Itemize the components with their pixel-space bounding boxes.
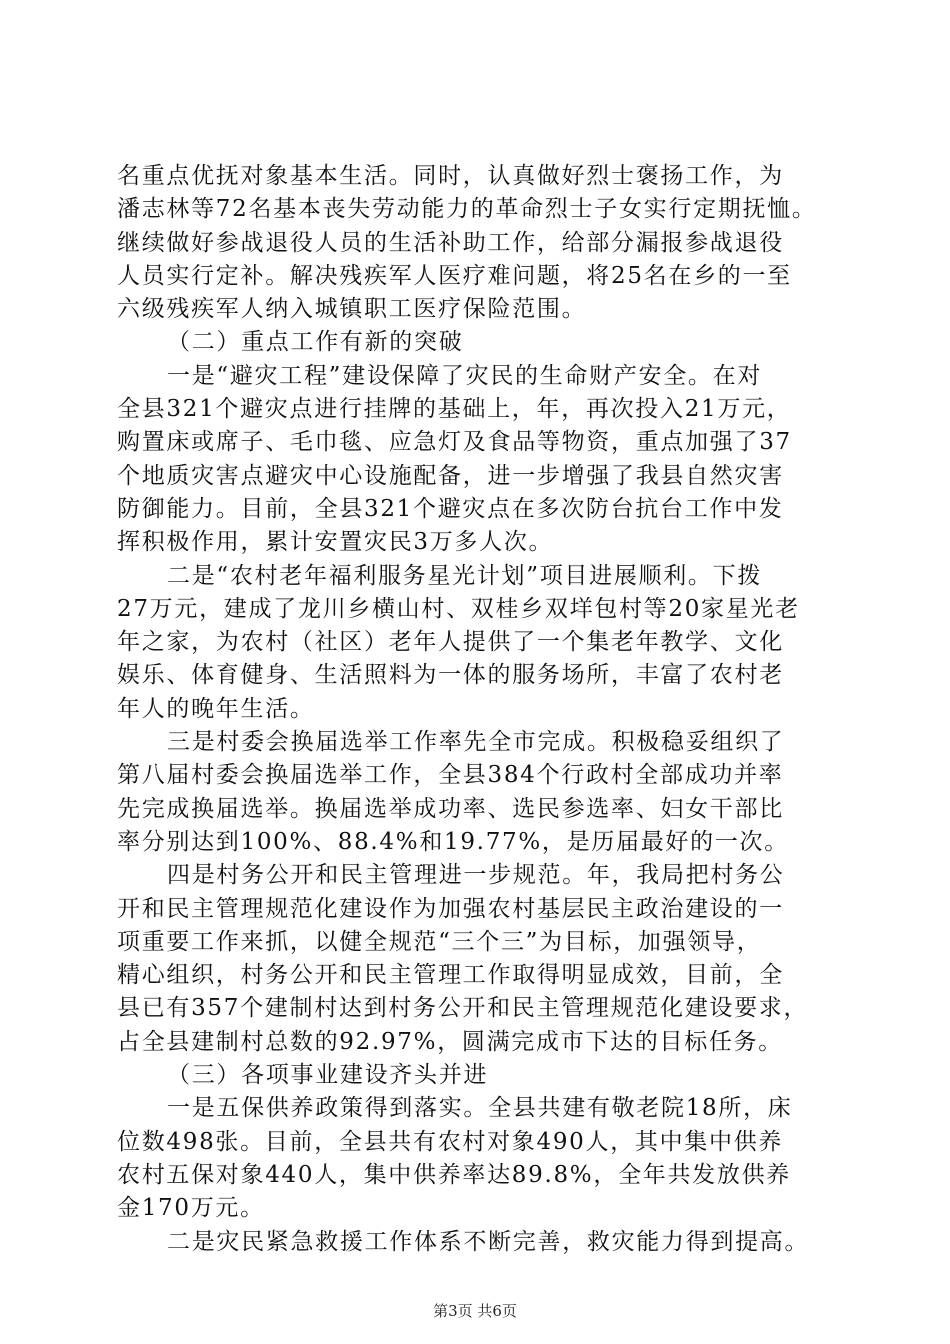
text-line: 占全县建制村总数的92.97%，圆满完成市下达的目标任务。 xyxy=(117,1028,783,1055)
text-line: 一是五保供养政策得到落实。全县共建有敬老院18所，床 xyxy=(167,1095,793,1122)
text-line: 年人的晚年生活。 xyxy=(117,695,315,722)
text-line: 二是灾民紧急救援工作体系不断完善，救灾能力得到提高。 xyxy=(167,1228,810,1255)
text-line: 潘志林等72名基本丧失劳动能力的革命烈士子女实行定期抚恤。 xyxy=(117,196,817,223)
text-line: 率分别达到100%、88.4%和19.77%，是历届最好的一次。 xyxy=(117,828,789,855)
text-line: 精心组织，村务公开和民主管理工作取得明显成效，目前，全 xyxy=(117,962,784,989)
text-line: 人员实行定补。解决残疾军人医疗难问题，将25名在乡的一至 xyxy=(117,262,792,289)
text-line: 继续做好参战退役人员的生活补助工作，给部分漏报参战退役 xyxy=(117,229,784,256)
text-line: 购置床或席子、毛巾毯、应急灯及食品等物资，重点加强了37 xyxy=(117,429,792,456)
text-line: 年之家，为农村（社区）老年人提供了一个集老年教学、文化 xyxy=(117,629,784,656)
text-line: 位数498张。目前，全县共有农村对象490人，其中集中供养 xyxy=(117,1128,784,1155)
text-line: 三是村委会换届选举工作率先全市完成。积极稳妥组织了 xyxy=(167,729,785,756)
text-line: 金170万元。 xyxy=(117,1195,265,1222)
text-line: 个地质灾害点避灾中心设施配备，进一步增强了我县自然灾害 xyxy=(117,462,784,489)
text-line: （二）重点工作有新的突破 xyxy=(167,329,464,356)
document-body xyxy=(117,160,847,1259)
page-footer: 第3页 共6页 xyxy=(433,1302,517,1320)
text-line: 一是“避灾工程”建设保障了灾民的生命财产安全。在对 xyxy=(167,362,763,389)
text-line: 先完成换届选举。换届选举成功率、选民参选率、妇女干部比 xyxy=(117,795,784,822)
text-line: （三）各项事业建设齐头并进 xyxy=(167,1062,489,1089)
text-line: 县已有357个建制村达到村务公开和民主管理规范化建设要求， xyxy=(117,995,809,1022)
text-line: 娱乐、体育健身、生活照料为一体的服务场所，丰富了农村老 xyxy=(117,662,784,689)
text-line: 农村五保对象440人，集中供养率达89.8%，全年共发放供养 xyxy=(117,1161,791,1188)
text-line: 六级残疾军人纳入城镇职工医疗保险范围。 xyxy=(117,296,587,323)
text-line: 开和民主管理规范化建设作为加强农村基层民主政治建设的一 xyxy=(117,895,784,922)
text-line: 第八届村委会换届选举工作，全县384个行政村全部成功并率 xyxy=(117,762,784,789)
text-line: 全县321个避灾点进行挂牌的基础上，年，再次投入21万元， xyxy=(117,396,792,423)
text-line: 项重要工作来抓，以健全规范“三个三”为目标，加强领导， xyxy=(117,928,762,955)
text-line: 名重点优抚对象基本生活。同时，认真做好烈士褒扬工作，为 xyxy=(117,163,784,189)
text-line: 四是村务公开和民主管理进一步规范。年，我局把村务公 xyxy=(167,862,785,889)
text-line: 挥积极作用，累计安置灾民3万多人次。 xyxy=(117,529,554,556)
text-line: 防御能力。目前，全县321个避灾点在多次防台抗台工作中发 xyxy=(117,495,784,522)
text-line: 二是“农村老年福利服务星光计划”项目进展顺利。下拨 xyxy=(167,562,763,589)
text-line: 27万元，建成了龙川乡横山村、双桂乡双垟包村等20家星光老 xyxy=(117,595,800,622)
